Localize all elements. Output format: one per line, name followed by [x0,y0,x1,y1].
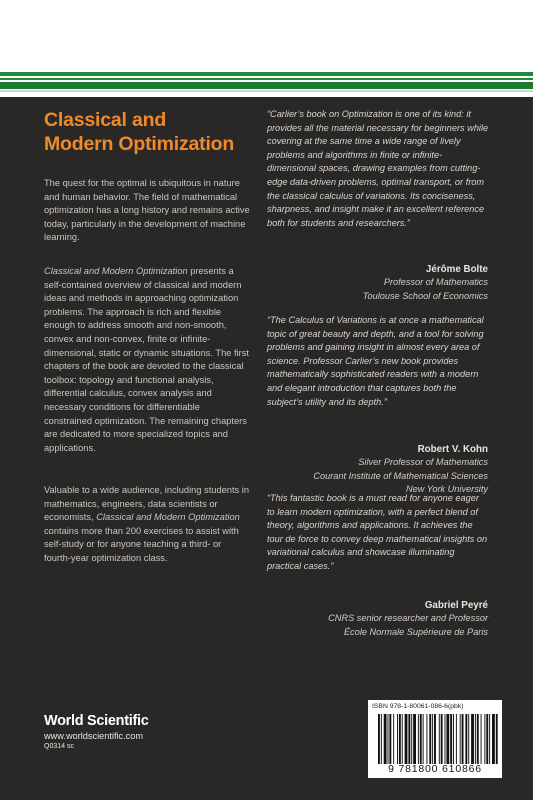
barcode-bar [389,714,391,764]
description-text: contains more than 200 exercises to assist with self-study or for anyone teaching a third- or fourth-year optimization class. [44,525,239,563]
barcode-bar [465,714,467,764]
book-title [44,108,254,156]
reviewer-title: CNRS senior researcher and Professor [328,613,488,624]
barcode-bar [445,714,446,764]
reviewer-affiliation: Toulouse School of Economics [362,290,488,301]
barcode-bar [378,714,380,764]
title-line-1: Classical and [44,109,167,131]
barcode-bar [423,714,424,764]
reviewer-affiliation: New York University [405,484,488,495]
product-code: Q0314 sc [44,743,74,750]
barcode-bar [405,714,408,764]
barcode-bar [486,714,488,764]
barcode-bar [381,714,382,764]
reviewer-affiliation: Courant Institute of Mathematical Sciences [313,470,488,481]
barcode-bar [420,714,422,764]
barcode-bar [453,714,454,764]
barcode-bar [439,714,440,764]
barcode-bar [456,714,457,764]
barcode-bar [471,714,474,764]
barcode-bar [489,714,490,764]
reviewer-1 [262,263,488,303]
reviewer-affiliation: École Normale Supérieure de Paris [343,626,488,637]
green-stripe [0,72,533,76]
barcode-bar [477,714,479,764]
barcode-bar [388,714,389,764]
reviewer-name: Robert V. Kohn [417,444,488,455]
green-stripe [0,78,533,80]
book-title-italic: Classical and Modern Optimization [44,266,188,276]
barcode-bar [468,714,469,764]
isbn-label: ISBN 978-1-80061-086-6(pbk) [372,703,464,710]
barcode-bar [492,714,495,764]
barcode-bar [460,714,461,764]
barcode-bar [484,714,485,764]
barcode [368,700,502,778]
reviewer-title: Professor of Mathematics [383,277,488,288]
barcode-bar [450,714,452,764]
reviewer-2 [262,443,488,497]
description-text: Valuable to a wide audience, including students in mathematics, engineers, data scientists or economists, [44,485,250,523]
publisher-block [44,713,149,752]
review-quote-3: “This fantastic book is a must read for anyone eager to learn modern optimization, with a perfect blend of theory, algorithms and applications. It achieves the tour de force to convey deep mathematical insights on variational calculus and showcase illuminating practical cases.” [267,493,488,571]
title-line-2: Modern Optimization [44,133,235,155]
barcode-bar [402,714,403,764]
description-paragraph-2 [44,265,250,455]
reviewer-3 [262,599,488,639]
barcode-bar [434,714,436,764]
description-text: presents a self-contained overview of classical and modern ideas and methods in approaching optimization problems. The approach is rich and flexible enough to address smooth and non-smooth, convex and non-convex, finite or infinite-dimensional, static or dynamic situations. The first chapters of the book are devoted to the classical toolbox: topology and functional analysis, differential calculus, convex analysis and necessary conditions for differentiable constrained optimization. The remaining chapters are dedicated to more specialized topics and applications. [44,266,249,453]
barcode-bar [393,714,394,764]
barcode-bar [397,714,398,764]
barcode-bar [418,714,419,764]
barcode-bar [426,714,427,764]
barcode-bar [429,714,431,764]
light-stripe [0,90,533,92]
review-quote-1: “Carlier’s book on Optimization is one of its kind: it provides all the material necessary for beginners while covering at the same time a wide range of lively problems and algorithms in finite or infinite-dimensional spaces, drawing examples from cutting-edge data-driven problems, optimal transport, or from the classical calculus of variations. Its conciseness, sharpness, and insight make it an excellent reference both for students and researchers.” [267,109,489,228]
barcode-bar [432,714,433,764]
reviewer-title: Silver Professor of Mathematics [358,457,488,468]
barcode-bar [446,714,449,764]
publisher-name: World Scientific [44,713,149,729]
barcode-bar [496,714,498,764]
barcode-bar [411,714,412,764]
description-paragraph-3 [44,484,250,566]
barcode-bar [408,714,410,764]
barcode-digits: 9 781800 610866 [388,763,482,775]
barcode-bar [481,714,482,764]
review-quote-2: “The Calculus of Variations is at once a mathematical topic of great beauty and depth, and a tool for solving problems and gaining insight in almost every area of science. Professor Carlier’s new book provides mathematically sophisticated readers with a modern and elegant introduction that captures both the subject’s utility and its depth.” [267,315,484,407]
reviewer-name: Gabriel Peyré [424,600,488,611]
barcode-bar [475,714,476,764]
reviewer-name: Jérôme Bolte [425,264,488,275]
description-paragraph-1: The quest for the optimal is ubiquitous in nature and human behavior. The field of mathematical optimization has a long history and remains active today, particularly in the development of machine learning. [44,178,250,243]
barcode-bar [384,714,387,764]
green-stripe [0,82,533,89]
barcode-bar [399,714,401,764]
barcode-bar [413,714,416,764]
barcode-bar [462,714,464,764]
barcode-bars [378,714,498,764]
publisher-url: www.worldscientific.com [44,731,144,741]
barcode-bar [441,714,443,764]
book-title-italic: Classical and Modern Optimization [96,512,240,523]
